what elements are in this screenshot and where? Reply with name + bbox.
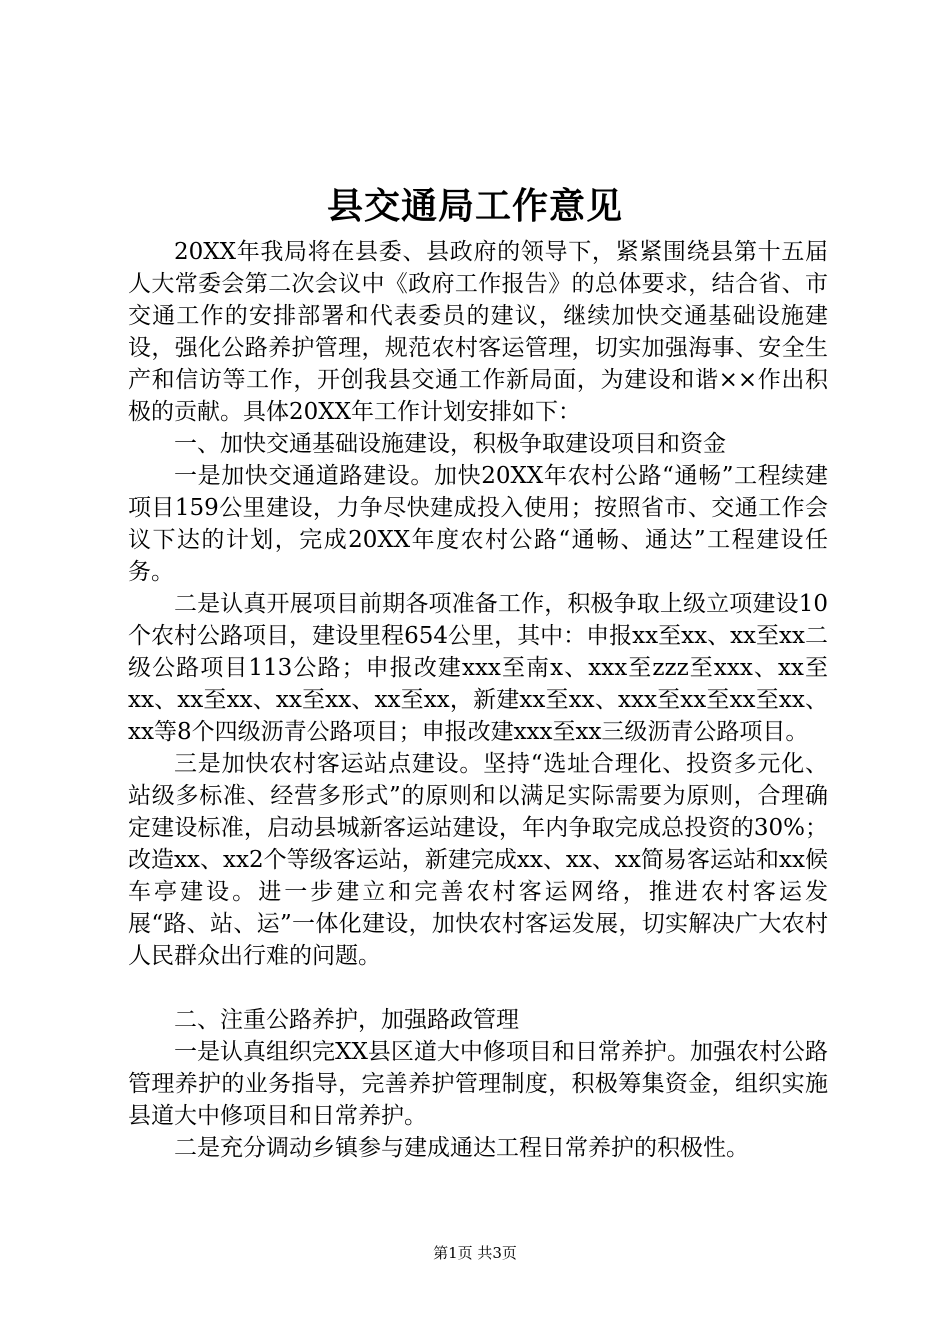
intro-paragraph: 20XX年我局将在县委、县政府的领导下，紧紧围绕县第十五届人大常委会第二次会议中《政府工作报告》的总体要求，结合省、市交通工作的安排部署和代表委员的建议，继续加快交通基础设施建设，强化公路养护管理，规范农村客运管理，切实加强海事、安全生产和信访等工作，开创我县交通工作新局面，为建设和谐××作出积极的贡献。具体20XX年工作计划安排如下： — [128, 239, 828, 425]
section-heading-2: 二、注重公路养护，加强路政管理 — [174, 1007, 519, 1033]
document-body — [128, 236, 828, 1164]
paragraph-spacer — [128, 972, 828, 1004]
body-paragraph: 三是加快农村客运站点建设。坚持“选址合理化、投资多元化、站级多标准、经营多形式”的原则和以满足实际需要为原则，合理确定建设标准，启动县城新客运站建设，年内争取完成总投资的30%；改造xx、xx2个等级客运站，新建完成xx、xx、xx简易客运站和xx候车亭建设。进一步建立和完善农村客运网络，推进农村客运发展“路、站、运”一体化建设，加快农村客运发展，切实解决广大农村人民群众出行难的问题。 — [128, 751, 828, 969]
body-paragraph: 二是充分调动乡镇参与建成通达工程日常养护的积极性。 — [174, 1135, 749, 1161]
body-paragraph: 一是认真组织完XX县区道大中修项目和日常养护。加强农村公路管理养护的业务指导，完善养护管理制度，积极筹集资金，组织实施县道大中修项目和日常养护。 — [128, 1039, 828, 1129]
section-heading-1: 一、加快交通基础设施建设，积极争取建设项目和资金 — [174, 431, 726, 457]
document-title: 县交通局工作意见 — [326, 185, 623, 227]
body-paragraph: 一是加快交通道路建设。加快20XX年农村公路“通畅”工程续建项目159公里建设，力争尽快建成投入使用；按照省市、交通工作会议下达的计划，完成20XX年度农村公路“通畅、通达”工程建设任务。 — [128, 463, 828, 585]
body-paragraph: 二是认真开展项目前期各项准备工作，积极争取上级立项建设10个农村公路项目，建设里程654公里，其中：申报xx至xx、xx至xx二级公路项目113公路；申报改建xxx至南x、xxx至zzz至xxx、xx至xx、xx至xx、xx至xx、xx至xx，新建xx至xx、xxx至xx至xx至xx、xx等8个四级沥青公路项目；申报改建xxx至xx三级沥青公路项目。 — [128, 591, 828, 745]
page-footer: 第1页 共3页 — [433, 1244, 517, 1262]
